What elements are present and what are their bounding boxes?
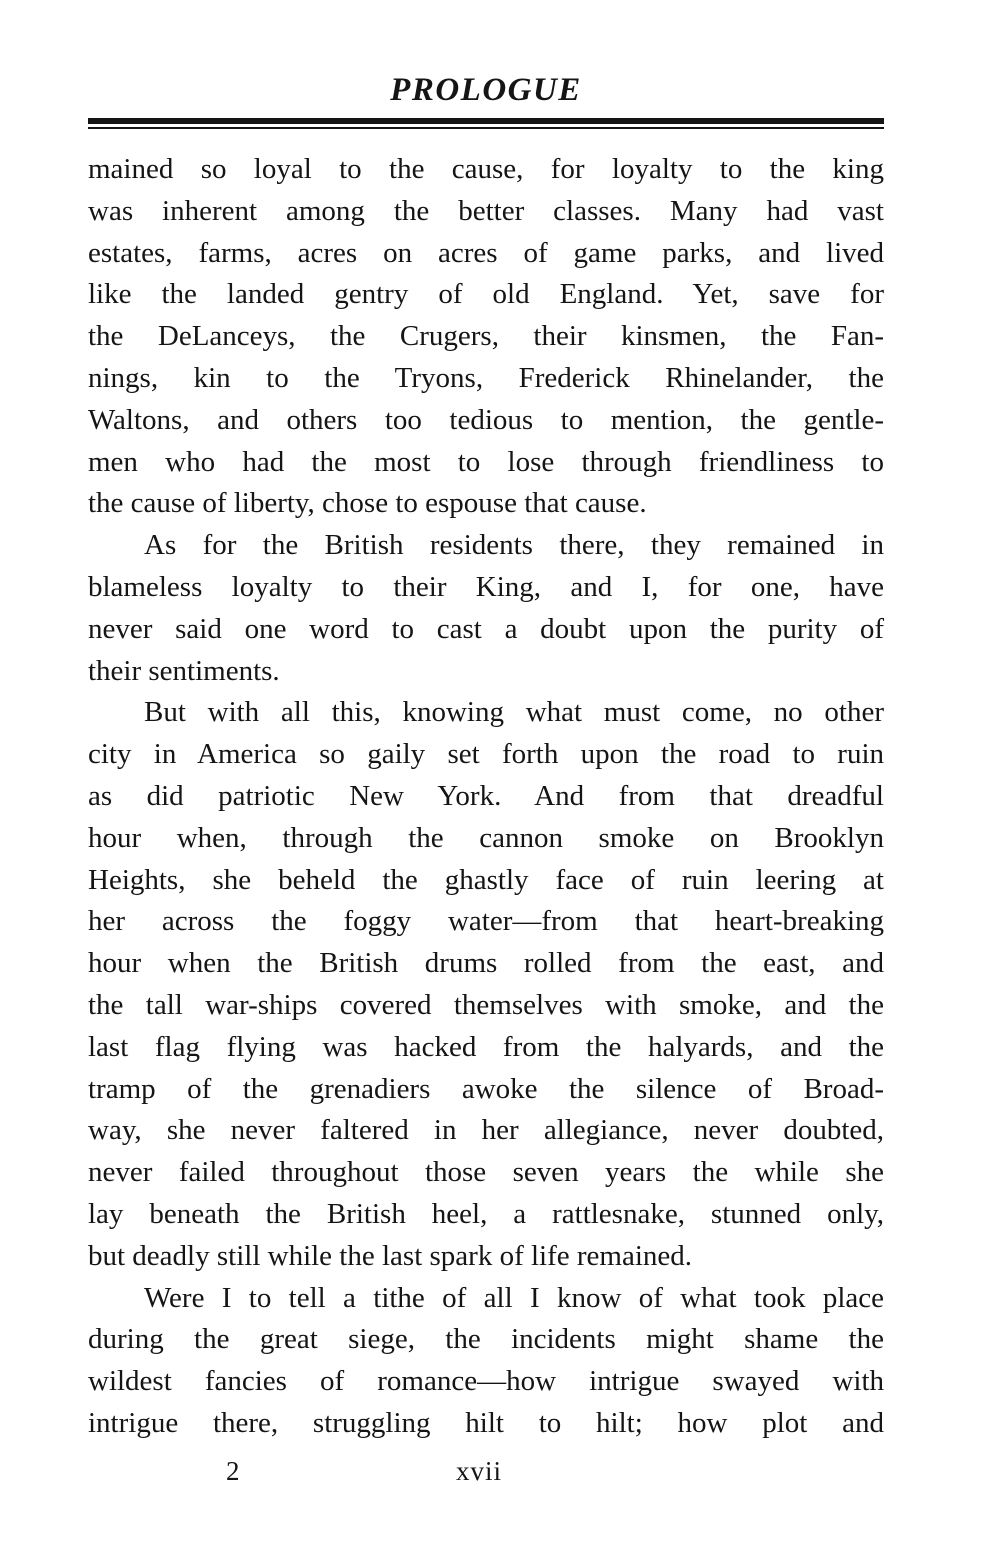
text-line: estates, farms, acres on acres of game parks, and lived — [88, 236, 884, 269]
text-line: nings, kin to the Tryons, Frederick Rhinelander, the — [88, 361, 884, 394]
text-line: during the great siege, the incidents might shame the — [88, 1323, 884, 1356]
text-line: but deadly still while the last spark of life remained. — [88, 1239, 693, 1272]
text-line: hour when, through the cannon smoke on Brooklyn — [88, 821, 884, 854]
text-line: wildest fancies of romance—how intrigue swayed with — [88, 1365, 884, 1398]
body-text — [88, 149, 884, 1445]
text-line: tramp of the grenadiers awoke the silence of Broad- — [88, 1072, 884, 1105]
text-line: like the landed gentry of old England. Yet, save for — [88, 278, 884, 311]
text-line: Heights, she beheld the ghastly face of ruin leering at — [88, 863, 884, 896]
text-line: lay beneath the British heel, a rattlesnake, stunned only, — [88, 1197, 884, 1230]
text-line: city in America so gaily set forth upon the road to ruin — [88, 738, 884, 771]
text-line: their sentiments. — [88, 654, 280, 687]
signature-mark: 2 — [226, 1456, 240, 1486]
text-line: intrigue there, struggling hilt to hilt; how plot and — [88, 1406, 884, 1439]
text-line: hour when the British drums rolled from the east, and — [88, 947, 884, 980]
text-line: never failed throughout those seven years the while she — [88, 1156, 884, 1189]
text-line: never said one word to cast a doubt upon the purity of — [88, 612, 884, 645]
text-line: the cause of liberty, chose to espouse that cause. — [88, 487, 647, 520]
text-line: But with all this, knowing what must come, no other — [144, 696, 884, 729]
text-line: her across the foggy water—from that heart-breaking — [88, 905, 884, 938]
text-line: as did patriotic New York. And from that dreadful — [88, 779, 884, 812]
text-line: Waltons, and others too tedious to mention, the gentle- — [88, 403, 884, 436]
text-line: Were I to tell a tithe of all I know of what took place — [144, 1281, 884, 1314]
text-line: As for the British residents there, they remained in — [144, 529, 884, 562]
text-line: the tall war-ships covered themselves with smoke, and the — [88, 988, 884, 1021]
text-line: mained so loyal to the cause, for loyalty to the king — [88, 153, 884, 185]
header-rule-thin — [88, 127, 884, 129]
header-rule-thick — [88, 118, 884, 124]
running-head-title: PROLOGUE — [390, 72, 582, 108]
text-line: was inherent among the better classes. Many had vast — [88, 194, 884, 227]
page-number: xvii — [456, 1456, 503, 1486]
text-line: blameless loyalty to their King, and I, for one, have — [88, 570, 884, 603]
text-line: last flag flying was hacked from the halyards, and the — [88, 1030, 884, 1063]
text-line: way, she never faltered in her allegiance, never doubted, — [88, 1114, 884, 1147]
book-page — [88, 68, 884, 1445]
text-line: the DeLanceys, the Crugers, their kinsmen, the Fan- — [88, 320, 884, 353]
text-line: men who had the most to lose through friendliness to — [88, 445, 884, 478]
